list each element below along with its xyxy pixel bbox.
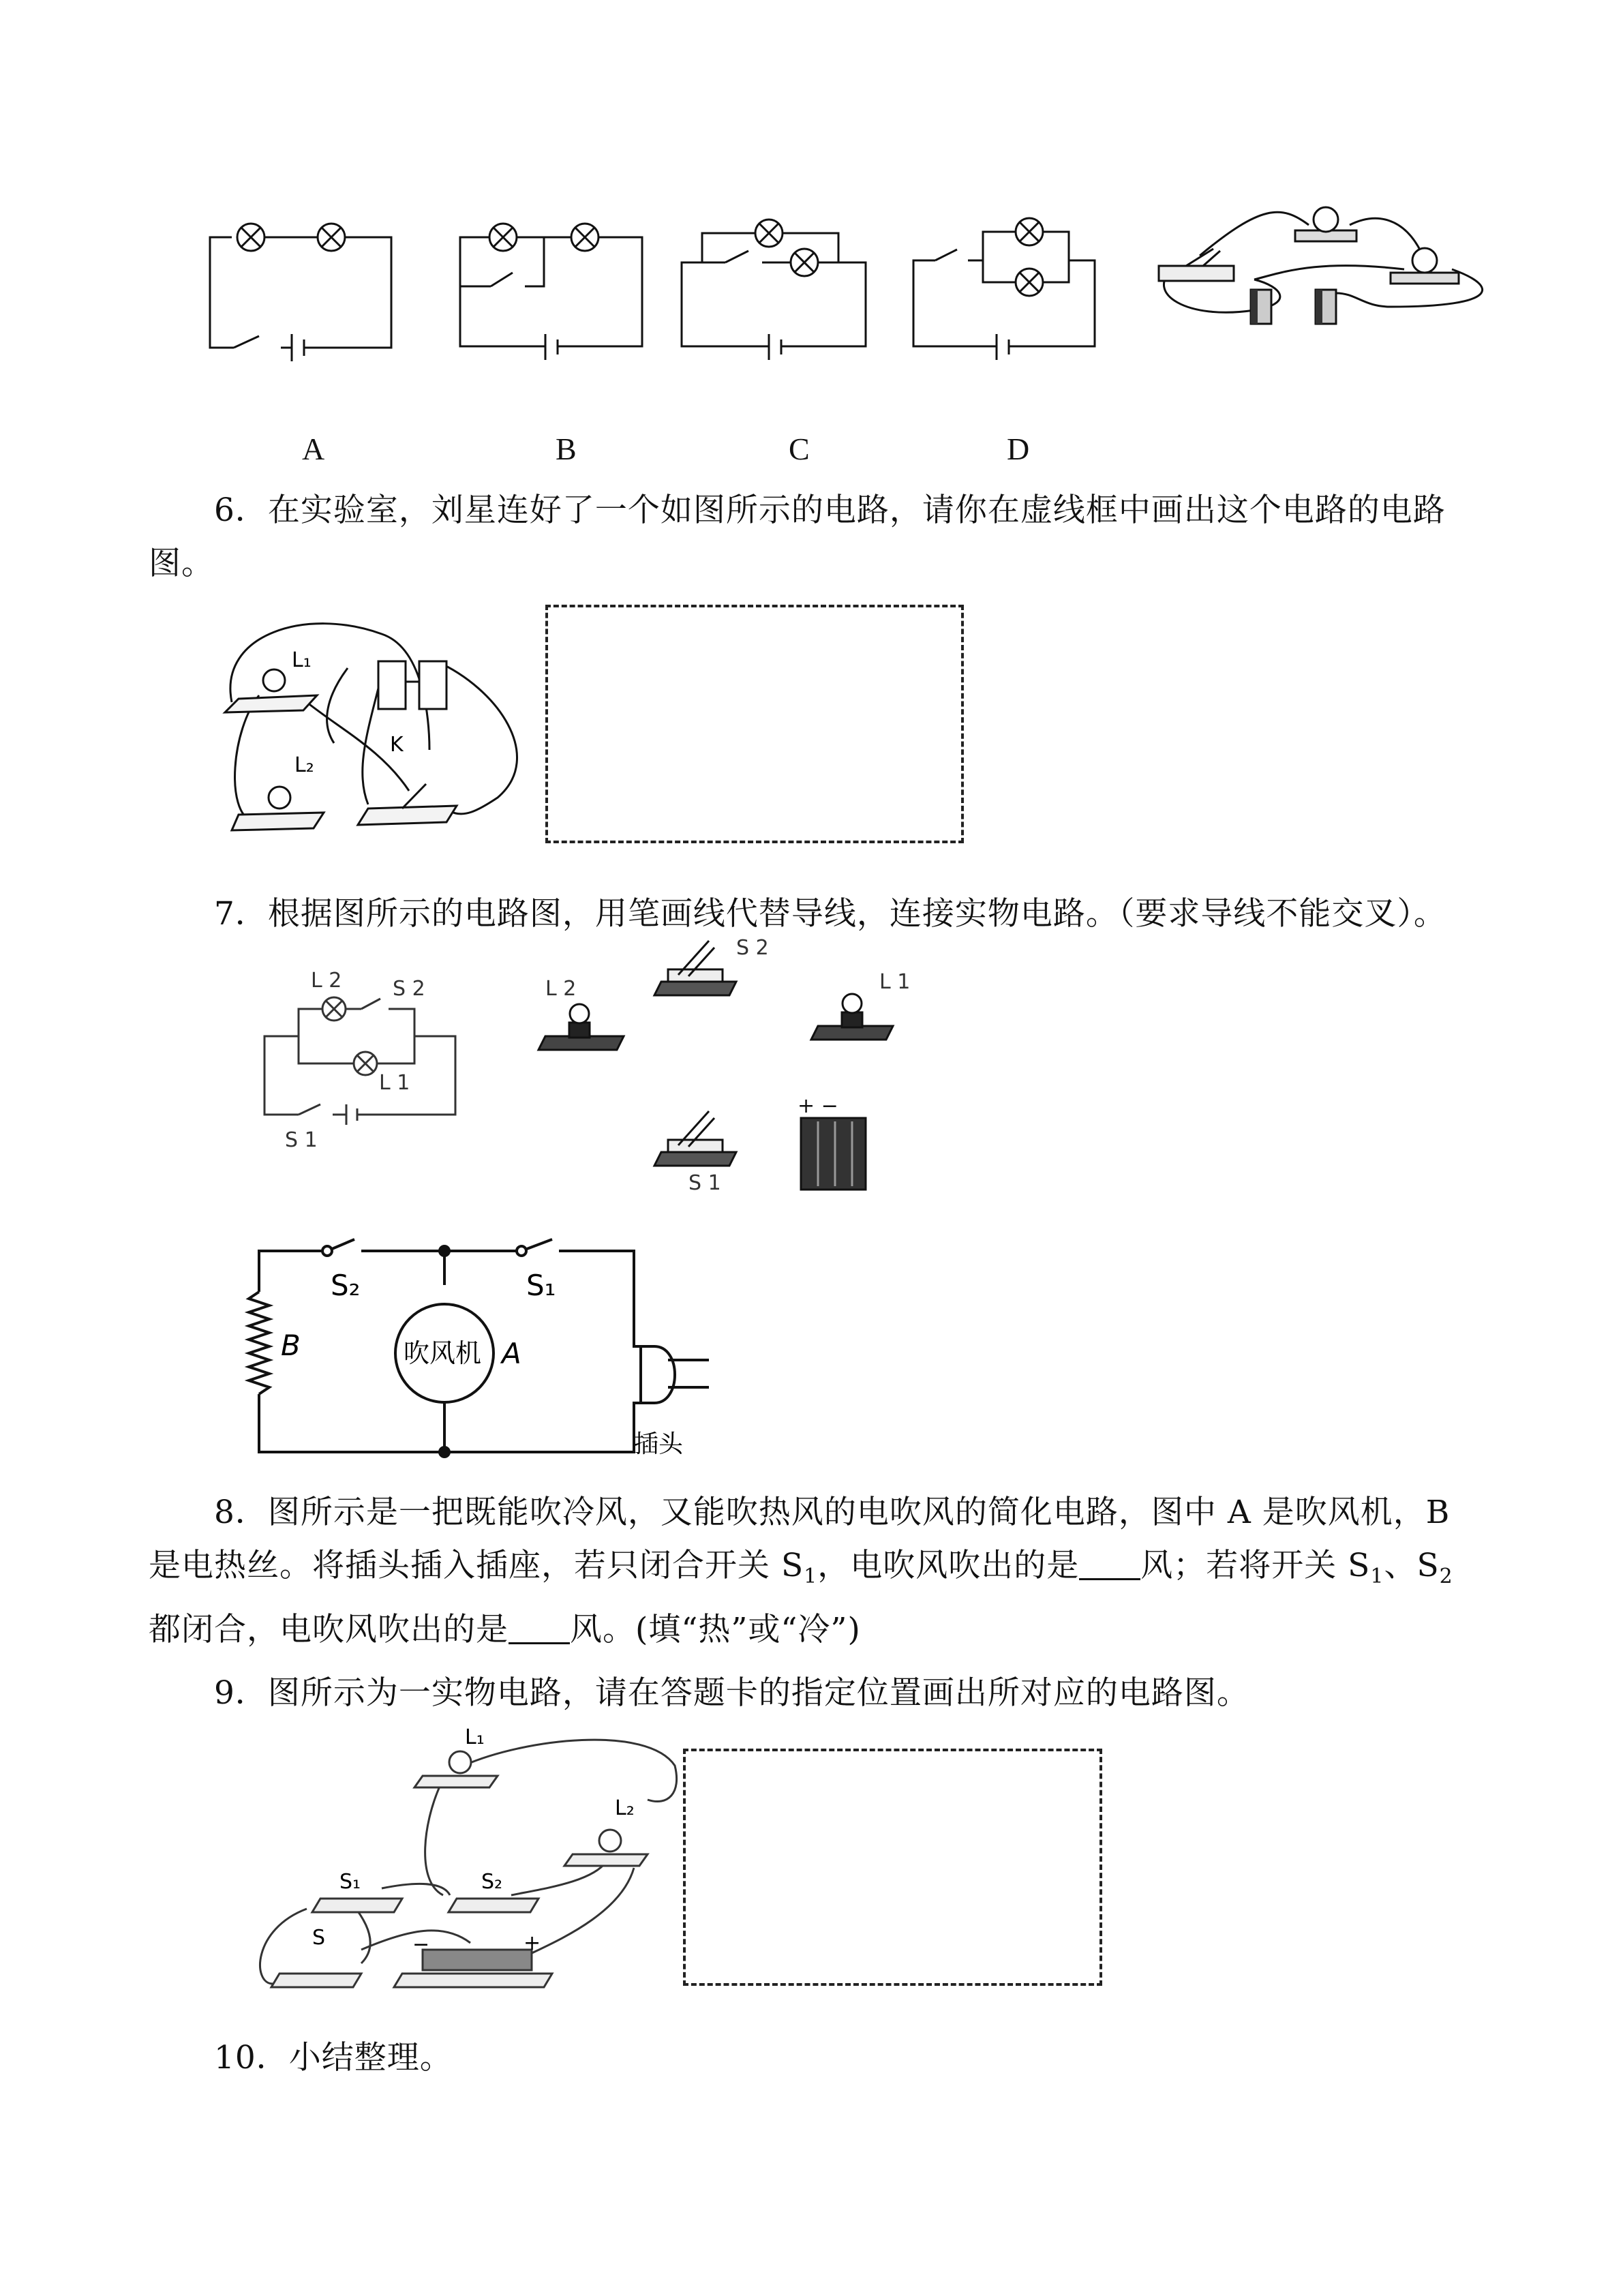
q6-answer-box[interactable] [545,605,964,843]
q7-sch-label-l2: L 2 [311,969,342,993]
q7-switch-s2 [654,941,736,995]
q9-label-minus: − [412,1933,430,1957]
question-9-text: 9．图所示为一实物电路，请在答题卡的指定位置画出所对应的电路图。 [214,1674,1249,1712]
q9-label-l1: L₁ [465,1725,485,1749]
dryer-label-motor: 吹风机 [404,1338,482,1368]
q7-phys-label-s2: S 2 [736,936,769,960]
dryer-label-s1: S₁ [526,1269,556,1302]
option-label-a: A [302,432,325,466]
q6-label-l1: L₁ [292,648,312,672]
circuit-option-a [210,224,391,361]
svg-text:+ −: + − [798,1094,838,1118]
q9-label-s1: S₁ [339,1870,361,1894]
q8-blank-1[interactable] [1079,1551,1140,1580]
q9-physical-circuit [239,1725,688,1997]
option-label-b: B [556,432,577,466]
q6-physical-circuit [204,593,559,845]
q7-phys-label-l2: L 2 [545,977,577,1001]
hair-dryer-circuit [232,1227,736,1472]
q5-circuit-figures [0,0,1623,477]
question-10-text: 10．小结整理。 [214,2039,453,2076]
q9-label-plus: + [524,1931,541,1955]
q9-answer-box[interactable] [683,1749,1102,1986]
question-8-text: 8．图所示是一把既能吹冷风，又能吹热风的电吹风的简化电路，图中 A 是吹风机，B 是电热丝。将插头插入插座，若只闭合开关 $S_1$，电吹风吹出的是 风；若将开关 $S_1$、$S_2$ 都闭合，电吹风吹出的是 风。(填“热”或“冷”) [149,1494,1453,1648]
q9-label-l2: L₂ [615,1796,635,1820]
dryer-label-b: B [281,1329,301,1362]
circuit-option-d [913,218,1095,360]
q7-physical-parts [532,927,941,1213]
dryer-label-plug: 插头 [634,1430,684,1458]
dryer-label-a: A [502,1337,521,1370]
q6-label-k: K [390,733,404,757]
q5-physical-circuit [1159,207,1483,324]
q7-sch-label-s1: S 1 [285,1128,318,1152]
q7-schematic [210,941,510,1173]
q7-sch-label-s2: S 2 [393,977,425,1001]
q9-label-s2: S₂ [481,1870,503,1894]
q9-label-s: S [312,1926,326,1950]
option-label-d: D [1007,432,1030,466]
question-7-text: 7．根据图所示的电路图，用笔画线代替导线，连接实物电路。（要求导线不能交叉）。 [214,895,1446,933]
q7-sch-label-l1: L 1 [379,1071,410,1095]
q7-battery [801,1118,866,1190]
q7-lamp-l2 [539,1004,624,1050]
question-6-text: 6．在实验室，刘星连好了一个如图所示的电路，请你在虚线框中画出这个电路的电路图。 [149,492,1446,582]
q8-blank-2[interactable] [509,1615,570,1644]
q7-phys-label-s1: S 1 [688,1171,721,1195]
circuit-option-b [460,224,642,360]
q6-label-l2: L₂ [294,753,314,777]
circuit-option-c [682,220,866,360]
q7-switch-s1 [654,1111,736,1166]
q7-phys-label-l1: L 1 [879,970,911,994]
dryer-label-s2: S₂ [331,1269,361,1302]
option-label-c: C [789,432,810,466]
q7-lamp-l1 [811,994,893,1040]
